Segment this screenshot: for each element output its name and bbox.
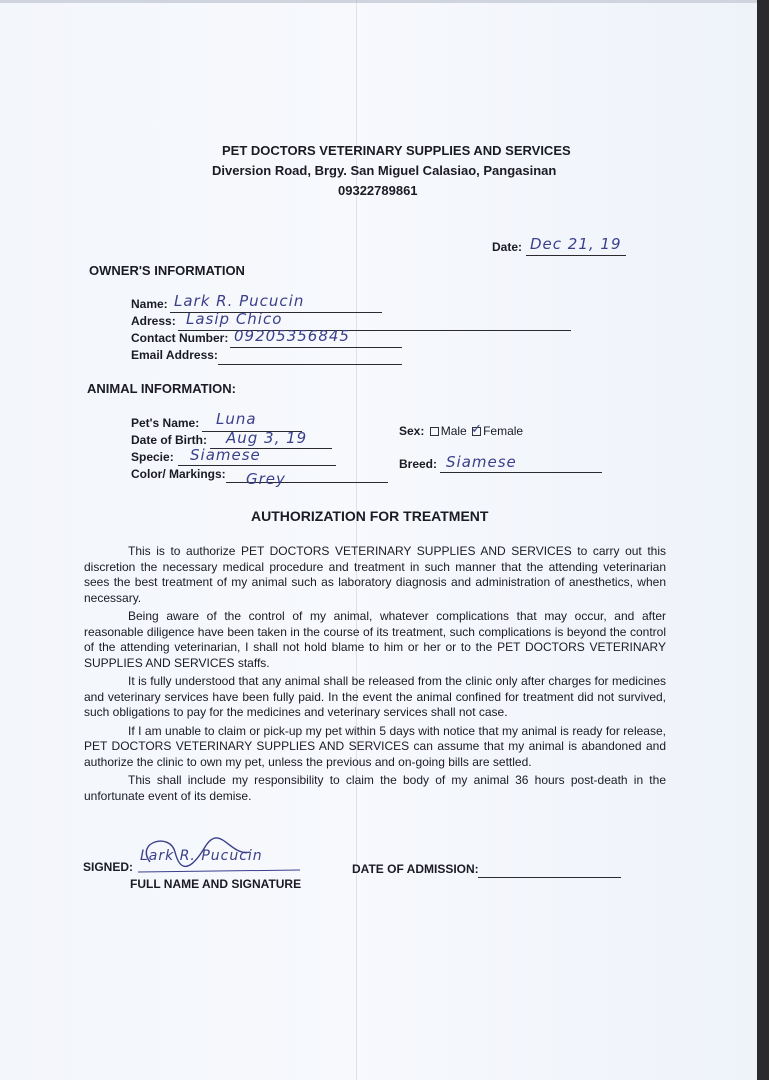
specie-label: Specie: [131, 450, 174, 464]
admission-line [478, 877, 621, 878]
admission-label: DATE OF ADMISSION: [352, 862, 479, 876]
authorization-title: AUTHORIZATION FOR TREATMENT [251, 508, 489, 524]
authorization-paragraph: This is to authorize PET DOCTORS VETERINARY SUPPLIES AND SERVICES to carry out this discretion the necessary medical procedure and treatment in such manner that the attending veterinarian sees the best treatment of my animal such as laboratory diagnosis and administration of anesthetics, when necessary. [84, 544, 666, 605]
owner-name-value: Lark R. Pucucin [174, 292, 305, 310]
authorization-paragraph: If I am unable to claim or pick-up my pet within 5 days with notice that my animal is ready for release, PET DOCTORS VETERINARY SUPPLIES AND SERVICES can assume that my animal is abandoned and authorize the clinic to own my pet, unless the previous and on-going bills are settled. [84, 723, 666, 769]
full-name-label: FULL NAME AND SIGNATURE [130, 877, 302, 891]
scan-edge-right [757, 0, 769, 1080]
color-value: Grey [246, 470, 286, 488]
authorization-paragraph: It is fully understood that any animal shall be released from the clinic only after charges for medicines and veterinary services have been fully paid. In the event the animal confined for treatment did not survived, such obligations to pay for the medicines and veterinary services shall not case. [84, 674, 666, 719]
dob-label: Date of Birth: [131, 433, 207, 447]
dob-value: Aug 3, 19 [226, 429, 308, 447]
clinic-phone: 09322789861 [338, 183, 418, 198]
pet-name-label: Pet's Name: [131, 416, 200, 430]
breed-label: Breed: [399, 457, 438, 471]
sex-male-label: Male [440, 424, 467, 438]
checkmark-icon: ✓ [471, 421, 482, 437]
sex-female-label: Female [483, 424, 524, 438]
signed-label: SIGNED: [83, 860, 134, 874]
authorization-body [84, 544, 666, 804]
clinic-address: Diversion Road, Brgy. San Miguel Calasiao, Pangasinan [212, 163, 557, 178]
signature-scribble [130, 832, 310, 882]
owner-name-label: Name: [131, 297, 168, 311]
specie-line [178, 465, 336, 466]
clinic-name: PET DOCTORS VETERINARY SUPPLIES AND SERVICES [222, 143, 571, 158]
owner-email-line [218, 364, 402, 365]
scan-edge-top [0, 0, 769, 3]
owner-address-value: Lasip Chico [186, 310, 283, 328]
owner-contact-line [230, 347, 402, 348]
date-line [526, 255, 626, 256]
sex-label: Sex: [399, 424, 425, 438]
paper-fold [356, 0, 357, 1080]
owner-section-title: OWNER'S INFORMATION [89, 263, 245, 278]
signature-value: Lark R. Pucucin [140, 848, 263, 864]
date-label: Date: [492, 240, 523, 254]
owner-contact-label: Contact Number: [131, 331, 229, 345]
owner-contact-value: 09205356845 [234, 327, 350, 345]
pet-name-value: Luna [216, 410, 257, 428]
owner-email-label: Email Address: [131, 348, 218, 362]
specie-value: Siamese [190, 446, 261, 464]
female-checkbox[interactable] [471, 421, 482, 437]
color-label: Color/ Markings: [131, 467, 226, 481]
male-checkbox[interactable] [430, 427, 439, 436]
authorization-paragraph: Being aware of the control of my animal, whatever complications that may occur, and after reasonable diligence have been taken in the course of its treatment, such complications is beyond the control of the attending veterinarian, I shall not hold blame to him or her or to the PET DOCTORS VETERINARY SUPPLIES AND SERVICES staffs. [84, 609, 666, 670]
date-value: Dec 21, 19 [530, 235, 622, 253]
breed-value: Siamese [446, 453, 517, 471]
owner-address-label: Adress: [131, 314, 176, 328]
animal-section-title: ANIMAL INFORMATION: [87, 381, 236, 396]
sex-field [399, 421, 524, 438]
authorization-paragraph: This shall include my responsibility to claim the body of my animal 36 hours post-death in the unfortunate event of its demise. [84, 773, 666, 803]
breed-line [440, 472, 602, 473]
